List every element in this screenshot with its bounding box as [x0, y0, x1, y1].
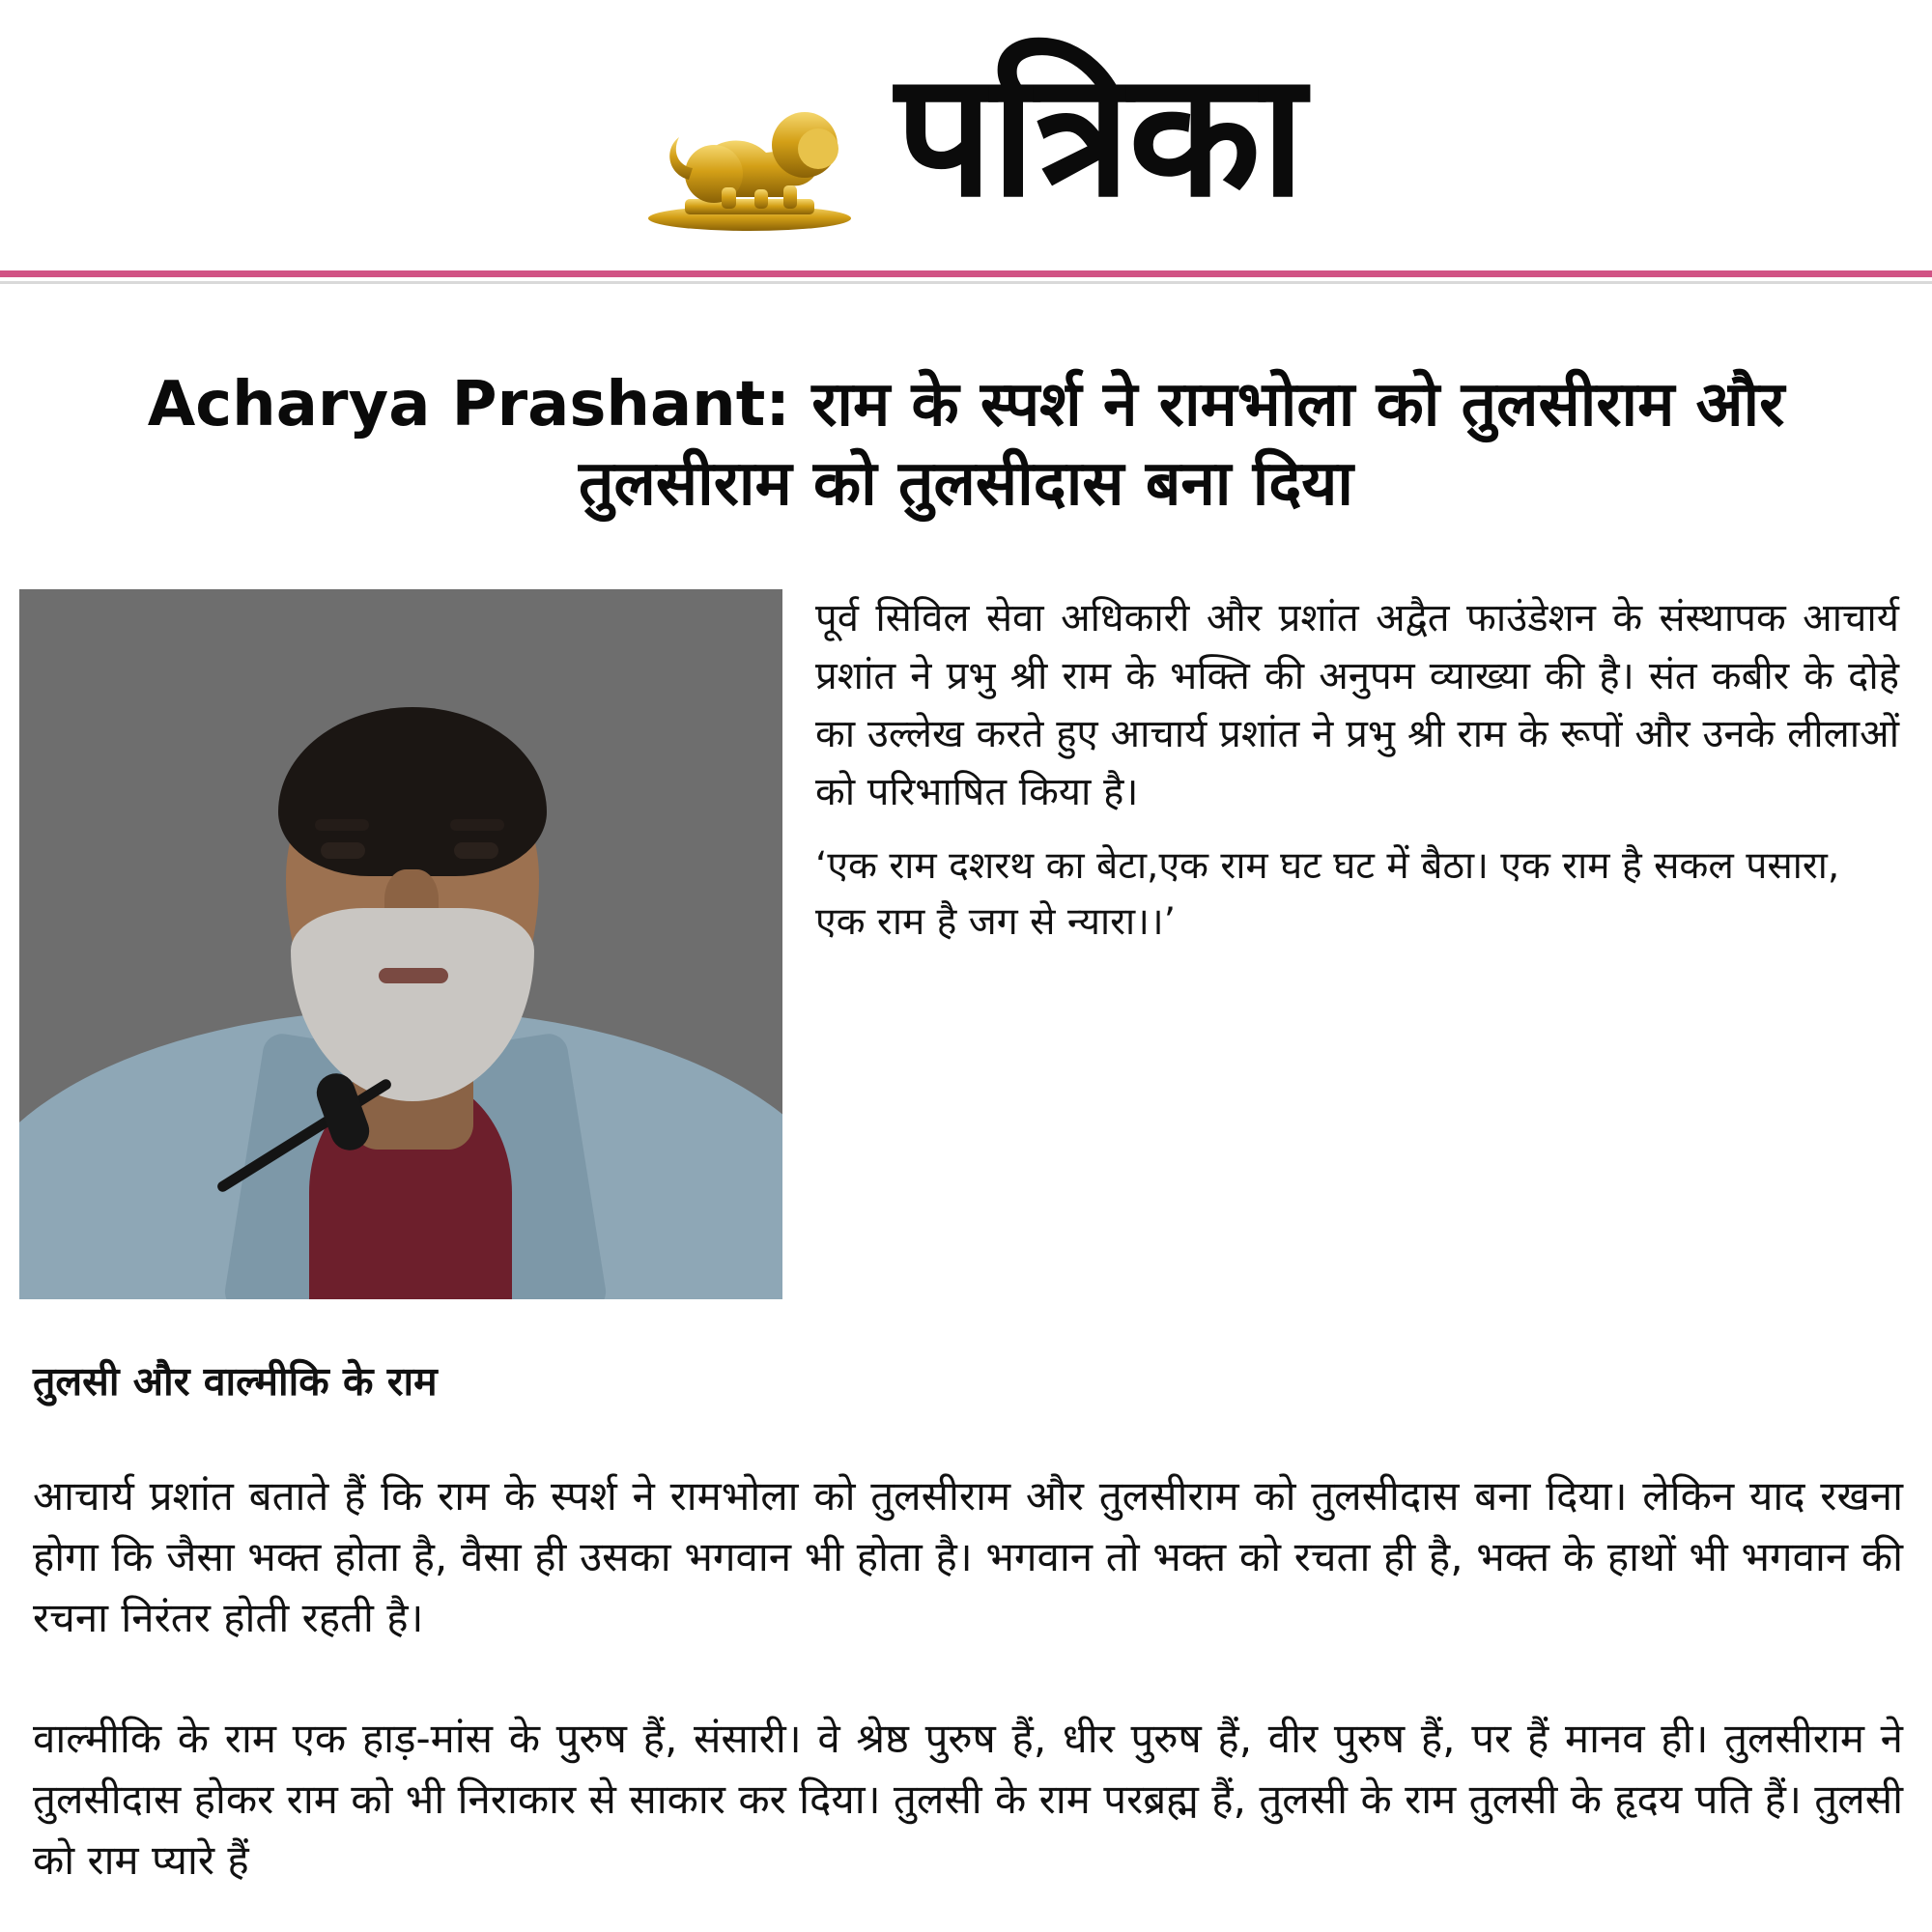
- section-subheading: तुलसी और वाल्मीकि के राम: [33, 1357, 438, 1405]
- doha-quote: ‘एक राम दशरथ का बेटा,एक राम घट घट में बैठा। एक राम है सकल पसारा, एक राम है जग से न्यारा।।’: [815, 843, 1840, 945]
- masthead-divider-secondary: [0, 281, 1932, 284]
- body-paragraph-2: वाल्मीकि के राम एक हाड़-मांस के पुरुष हैं, संसारी। वे श्रेष्ठ पुरुष हैं, धीर पुरुष हैं, वीर पुरुष हैं, पर हैं मानव ही। तुलसीराम ने तुलसीदास होकर राम को भी निराकार से साकार कर दिया। तुलसी के राम परब्रह्म हैं, तुलसी के राम तुलसी के हृदय पति हैं। तुलसी को राम प्यारे हैं: [33, 1714, 1903, 1884]
- intro-section: [0, 576, 1932, 1299]
- lion-logo-icon: [629, 52, 870, 236]
- article-photo: [19, 589, 782, 1299]
- masthead: [0, 0, 1932, 270]
- publication-title: पत्रिका: [895, 35, 1304, 235]
- page-title: Acharya Prashant: राम के स्पर्श ने रामभोला को तुलसीराम और तुलसीराम को तुलसीदास बना दिया: [147, 368, 1785, 520]
- masthead-divider: [0, 270, 1932, 277]
- intro-paragraph: पूर्व सिविल सेवा अधिकारी और प्रशांत अद्वैत फाउंडेशन के संस्थापक आचार्य प्रशांत ने प्रभु श्री राम के भक्ति की अनुपम व्याख्या की है। संत कबीर के दोहे का उल्लेख करते हुए आचार्य प्रशांत ने प्रभु श्री राम के रूपों और उनके लीलाओं को परिभाषित किया है।: [815, 595, 1899, 814]
- intro-text-column: [782, 589, 1899, 952]
- body-paragraph-1: आचार्य प्रशांत बताते हैं कि राम के स्पर्श ने रामभोला को तुलसीराम और तुलसीराम को तुलसीदास बना दिया। लेकिन याद रखना होगा कि जैसा भक्त होता है, वैसा ही उसका भगवान भी होता है। भगवान तो भक्त को रचता ही है, भक्त के हाथों भी भगवान की रचना निरंतर होती रहती है।: [33, 1471, 1903, 1641]
